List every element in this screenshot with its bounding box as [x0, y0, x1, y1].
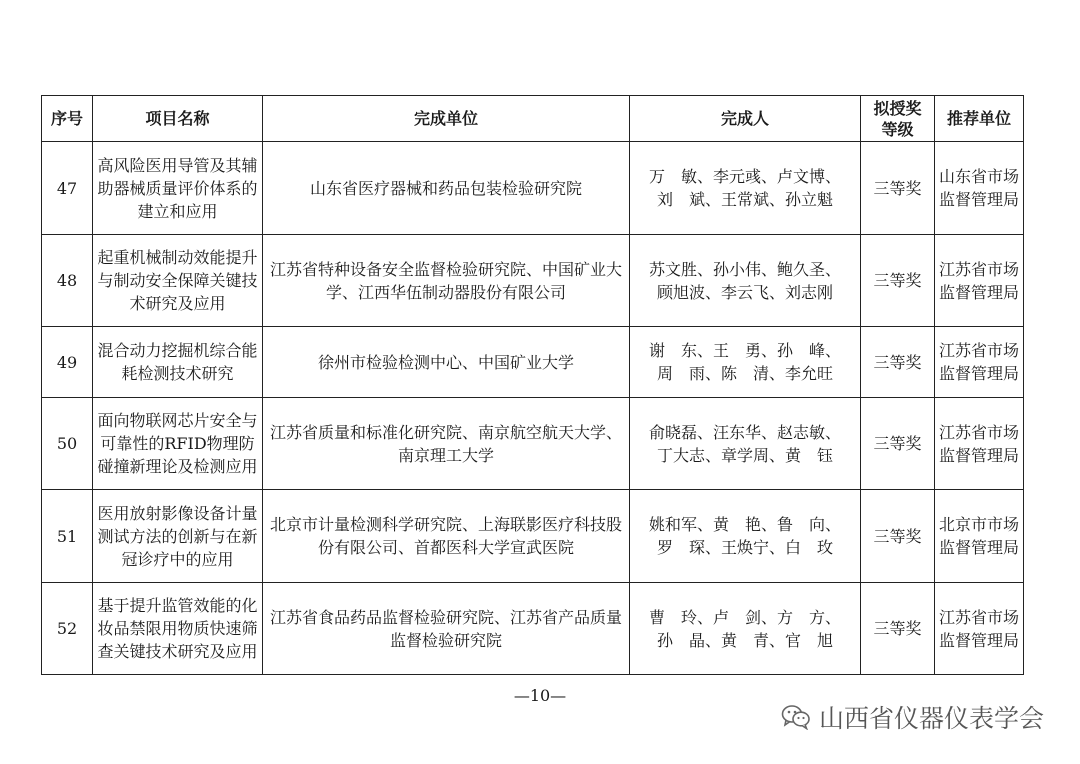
cell-unit: 江苏省食品药品监督检验研究院、江苏省产品质量监督检验研究院: [263, 583, 630, 675]
people-line: 周 雨、陈 清、李允旺: [656, 364, 833, 383]
watermark: [781, 699, 1044, 735]
cell-people: [630, 490, 861, 583]
header-seq: 序号: [42, 96, 93, 142]
people-line: 俞晓磊、汪东华、赵志敏、: [648, 422, 841, 442]
cell-unit: 江苏省质量和标准化研究院、南京航空航天大学、南京理工大学: [263, 398, 630, 490]
cell-award: 三等奖: [861, 398, 935, 490]
table-row: [42, 398, 1024, 490]
cell-award: 三等奖: [861, 235, 935, 327]
table-row: [42, 235, 1024, 327]
cell-award: 三等奖: [861, 142, 935, 235]
people-line: 丁大志、章学周、黄 钰: [656, 445, 833, 465]
cell-seq: 47: [42, 142, 93, 235]
cell-recommender: 江苏省市场监督管理局: [935, 235, 1024, 327]
wechat-icon: [781, 704, 811, 730]
cell-seq: 52: [42, 583, 93, 675]
cell-project: 面向物联网芯片安全与可靠性的RFID物理防碰撞新理论及检测应用: [93, 398, 263, 490]
header-award-line1: 拟授奖: [873, 98, 922, 118]
cell-people: [630, 235, 861, 327]
people-line: 曹 玲、卢 剑、方 方、: [648, 607, 841, 627]
header-people: 完成人: [630, 96, 861, 142]
cell-unit: 江苏省特种设备安全监督检验研究院、中国矿业大学、江西华伍制动器股份有限公司: [263, 235, 630, 327]
cell-recommender: 北京市市场监督管理局: [935, 490, 1024, 583]
header-recommender: 推荐单位: [935, 96, 1024, 142]
people-line: 刘 斌、王常斌、孙立魁: [656, 190, 833, 209]
cell-unit: 山东省医疗器械和药品包装检验研究院: [263, 142, 630, 235]
people-line: 孙 晶、黄 青、官 旭: [656, 630, 833, 650]
cell-award: 三等奖: [861, 327, 935, 398]
table-body: [42, 142, 1024, 675]
cell-seq: 48: [42, 235, 93, 327]
cell-award: 三等奖: [861, 583, 935, 675]
cell-seq: 51: [42, 490, 93, 583]
awards-table: [41, 95, 1024, 675]
watermark-text: 山西省仪器仪表学会: [818, 704, 1044, 733]
table-row: [42, 583, 1024, 675]
cell-people: [630, 398, 861, 490]
header-award: [861, 96, 935, 142]
table-row: [42, 142, 1024, 235]
cell-people: [630, 142, 861, 235]
cell-unit: 北京市计量检测科学研究院、上海联影医疗科技股份有限公司、首都医科大学宣武医院: [263, 490, 630, 583]
cell-recommender: 江苏省市场监督管理局: [935, 398, 1024, 490]
cell-recommender: 山东省市场监督管理局: [935, 142, 1024, 235]
table-row: [42, 327, 1024, 398]
table-row: [42, 490, 1024, 583]
people-line: 谢 东、王 勇、孙 峰、: [648, 341, 841, 360]
people-line: 顾旭波、李云飞、刘志刚: [656, 282, 833, 302]
cell-seq: 50: [42, 398, 93, 490]
cell-recommender: 江苏省市场监督管理局: [935, 327, 1024, 398]
table-header-row: [42, 96, 1024, 142]
cell-project: 起重机械制动效能提升与制动安全保障关键技术研究及应用: [93, 235, 263, 327]
cell-project: 混合动力挖掘机综合能耗检测技术研究: [93, 327, 263, 398]
cell-project: 高风险医用导管及其辅助器械质量评价体系的建立和应用: [93, 142, 263, 235]
cell-project: 医用放射影像设备计量测试方法的创新与在新冠诊疗中的应用: [93, 490, 263, 583]
cell-recommender: 江苏省市场监督管理局: [935, 583, 1024, 675]
people-line: 苏文胜、孙小伟、鲍久圣、: [648, 259, 841, 279]
page-number: —10—: [513, 686, 567, 705]
cell-people: [630, 327, 861, 398]
header-project: 项目名称: [93, 96, 263, 142]
people-line: 万 敏、李元彧、卢文博、: [648, 167, 841, 186]
cell-project: 基于提升监管效能的化妆品禁限用物质快速筛查关键技术研究及应用: [93, 583, 263, 675]
cell-people: [630, 583, 861, 675]
people-line: 姚和军、黄 艳、鲁 向、: [648, 515, 841, 534]
cell-unit: 徐州市检验检测中心、中国矿业大学: [263, 327, 630, 398]
people-line: 罗 琛、王焕宁、白 玫: [656, 538, 833, 557]
header-award-line2: 等级: [881, 119, 914, 139]
header-unit: 完成单位: [263, 96, 630, 142]
cell-seq: 49: [42, 327, 93, 398]
cell-award: 三等奖: [861, 490, 935, 583]
